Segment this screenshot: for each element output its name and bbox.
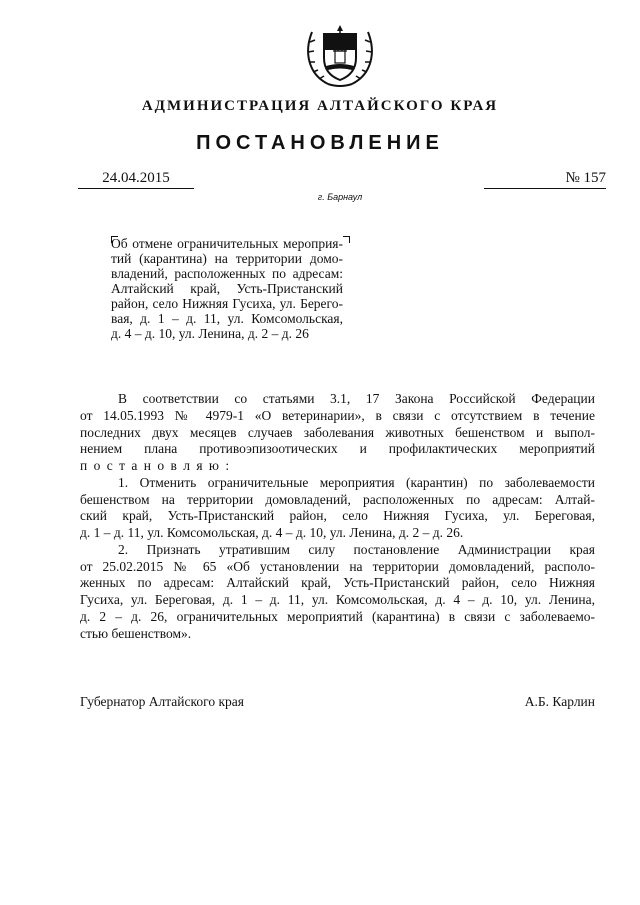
- item2-line: женных по адресам: Алтайский край, Усть-Пристанский район, село Нижняя: [80, 575, 595, 591]
- subject-line: Алтайский край, Усть-Пристанский: [111, 281, 343, 296]
- document-type-title: ПОСТАНОВЛЕНИЕ: [196, 132, 444, 154]
- document-date: 24.04.2015: [78, 170, 194, 189]
- signatory-name: А.Б. Карлин: [524, 694, 595, 709]
- item2-line: от 25.02.2015 № 65 «Об установлении на территории домовладений, располо-: [80, 558, 595, 574]
- subject-line: д. 4 – д. 10, ул. Ленина, д. 2 – д. 26: [111, 326, 309, 341]
- item2-line: стью бешенством».: [80, 625, 192, 641]
- item2-line: Гусиха, ул. Береговая, д. 1 – д. 11, ул. Комсомольская, д. 4 – д. 10, ул. Ленина,: [80, 592, 595, 607]
- preamble-line: от 14.05.1993 № 4979-1 «О ветеринарии», в связи с отсутствием в течение: [80, 407, 595, 423]
- item2-line: д. 2 – д. 26, ограничительных мероприятий (карантина) в связи с заболеваемо-: [80, 608, 595, 624]
- coat-of-arms-icon: [302, 22, 378, 90]
- item1-line: д. 1 – д. 11, ул. Комсомольская, д. 4 – д. 10, ул. Ленина, д. 2 – д. 26.: [80, 525, 464, 540]
- preamble-line: нением плана противоэпизоотических и профилактических мероприятий: [80, 441, 595, 457]
- resolve-word: п о с т а н о в л я ю :: [80, 458, 231, 473]
- signatory-position: Губернатор Алтайского края: [80, 694, 244, 709]
- item1-line: 1. Отменить ограничительные мероприятия (карантин) по заболеваемости: [118, 474, 595, 490]
- subject-line: вая, д. 1 – д. 11, ул. Комсомольская,: [111, 311, 343, 326]
- item2-line: 2. Признать утратившим силу постановление Администрации края: [118, 541, 595, 557]
- document-city: г. Барнаул: [317, 192, 363, 202]
- preamble-line: В соответствии со статьями 3.1, 17 Закона Российской Федерации: [118, 391, 595, 406]
- subject-line: Об отмене ограничительных мероприя-: [111, 236, 343, 251]
- document-subject: [111, 236, 343, 341]
- item1-line: бешенством на территории домовладений, расположенных по адресам: Алтай-: [80, 491, 595, 507]
- subject-line: тий (карантина) на территории домо-: [111, 251, 343, 266]
- document-number: № 157: [484, 170, 606, 189]
- preamble-line: последних двух месяцев случаев заболевания животных бешенством и выпол-: [80, 424, 595, 440]
- item1-line: ский край, Усть-Пристанский район, село Нижняя Гусиха, ул. Береговая,: [80, 508, 595, 524]
- subject-corner-right: [343, 236, 350, 243]
- subject-line: владений, расположенных по адресам:: [111, 266, 343, 281]
- subject-line: район, село Нижняя Гусиха, ул. Берего-: [111, 296, 343, 311]
- organization-title: АДМИНИСТРАЦИЯ АЛТАЙСКОГО КРАЯ: [141, 98, 499, 114]
- document-body: [80, 391, 595, 642]
